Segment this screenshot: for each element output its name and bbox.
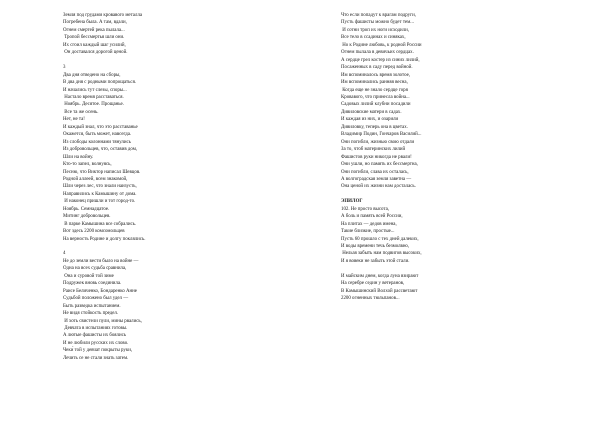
text-line: На верность Родине и долгу поклялись. xyxy=(63,236,146,242)
text-line: Ноябрь. Семнадцатое. xyxy=(63,206,110,212)
text-line: Из добровольцев, что, оставив дом, xyxy=(63,147,138,153)
text-line: 102. Не просто высота, xyxy=(341,206,389,212)
text-line: И не любили русских их слово. xyxy=(63,340,129,346)
text-line: Когда еще не знало сердце горя xyxy=(341,87,408,93)
text-line: На плитах — дедов имена, xyxy=(341,221,397,227)
text-line: Настало время расставаться. xyxy=(63,94,124,100)
text-line: И наконец пришли и тот город-то. xyxy=(63,199,136,205)
text-line: Родной аллеей, всем знакомой, xyxy=(63,176,128,182)
text-line: Фашистов руки никогда не рвали! xyxy=(341,154,412,160)
text-line: Подружек вновь соединила. xyxy=(63,281,122,287)
text-line: Они погибли, жизнью свою отдали xyxy=(341,139,415,145)
text-line: Быть разведка испытанием. xyxy=(63,303,121,309)
text-line: Огнем пылала в девичьих сердцах. xyxy=(341,50,414,56)
text-line: Судьбой положено был удел — xyxy=(63,296,129,302)
text-line: Лечить се не стали знать затем. xyxy=(63,355,129,361)
text-line xyxy=(341,191,556,198)
text-line: И хоть свистели пули, мины рвались, xyxy=(63,318,142,324)
epilogue-heading: ЭПИЛОГ xyxy=(341,199,363,205)
text-line: А волгоградская земля заветна — xyxy=(341,176,412,182)
text-line: Дивиловку, теперь она в цветах. xyxy=(341,124,408,130)
text-line: И воды времени течь безмолвно, xyxy=(341,244,410,250)
text-line: Песню, что Виктор написал Шевцов. xyxy=(63,169,141,175)
text-line: Чеки́ той у девчат покрыты руки, xyxy=(63,348,133,354)
text-line: Раисе Беличенко, Бондаренко Анне xyxy=(63,288,137,294)
text-line: И начались тут слезы, споры... xyxy=(63,87,127,93)
text-line: Им вспоминались ранняя весна, xyxy=(341,80,408,86)
text-line: Им вспоминалось время золотое, xyxy=(341,72,411,78)
text-line xyxy=(63,57,288,64)
text-line: И я вовеки не забыть этой стали. xyxy=(341,258,410,264)
text-line: Все та же осень. xyxy=(63,109,99,115)
text-line: Владимир Подин, Гончаров Василий... xyxy=(341,132,422,138)
text-line: Одна на всех судьба сравнила, xyxy=(63,266,127,272)
text-line: Такие близкие, простые... xyxy=(341,229,395,235)
text-line: Нельзя забыть нам подвигов высоких, xyxy=(341,251,422,257)
text-line: Огнем смертей река пылала... xyxy=(63,27,125,33)
text-line: Окажется, быть может, навсегда. xyxy=(63,132,132,138)
text-line: Они погибли, слава их осталась, xyxy=(341,169,409,175)
text-line: Вот здесь 2200 комсомольцев xyxy=(63,229,125,235)
text-line: Посаженных в саду перед войной. xyxy=(341,65,413,71)
text-line: Ноябрь. Десятое. Прощанье. xyxy=(63,102,124,108)
text-line: 3 xyxy=(63,65,66,71)
text-line: Пусть фашисты можно будет тем... xyxy=(341,20,414,26)
text-line: Шли через лес, что знали наизусть, xyxy=(63,184,137,190)
text-line: Погребена была. А там, вдали, xyxy=(63,20,127,26)
text-line: В Камышинский Волхой рассветают xyxy=(341,288,418,294)
text-line: А лютые фашисты их боялись xyxy=(63,333,126,339)
text-line: В два дня с родными попрощаться. xyxy=(63,80,137,86)
left-text-column xyxy=(63,12,288,362)
text-line: Не видя стойкость предел. xyxy=(63,311,119,317)
text-line: Тропой бессмертья шли они. xyxy=(63,35,125,41)
text-line: Они ушли, но память их бессмертна, xyxy=(341,162,418,168)
text-line: 2200 огненных тюльпанов... xyxy=(341,296,400,302)
text-line: Два дня отведено на сборы, xyxy=(63,72,121,78)
text-line: Она и суровой той зиме xyxy=(63,273,114,279)
text-line: И каждый знал, что это расставанье xyxy=(63,124,138,130)
text-line: И каждая из них, и озарили xyxy=(341,117,399,123)
text-line: Направились к Камышину от дома. xyxy=(63,191,137,197)
text-line: Но к Родине любовь, к родной России xyxy=(341,42,422,48)
text-line: Шли на войну. xyxy=(63,154,94,160)
text-line: Их сгоил каждый шаг усилий, xyxy=(63,42,126,48)
right-text-column xyxy=(341,12,556,303)
text-line: На серебре седин у ветеранов, xyxy=(341,281,405,287)
text-line: И майским днем, когда луна взирают xyxy=(341,273,419,279)
text-line: Садовых лилий клубни посадили xyxy=(341,102,411,108)
text-line: Не до земли вести было на войне — xyxy=(63,258,139,264)
text-line: Кровавого, что принесла война... xyxy=(341,94,410,100)
text-line: Кто-то запел, волнуясь, xyxy=(63,162,112,168)
text-line: Все тело в ссадинах и синяках, xyxy=(341,35,406,41)
text-line: Он доставался дорогой ценой. xyxy=(63,50,128,56)
text-line: Дивиловские матери в садах. xyxy=(341,109,402,115)
text-line xyxy=(341,265,556,272)
text-line: Земля под грудами кровавого металла xyxy=(63,13,143,18)
text-line: Пусть 60 прошло с тех дней далеких, xyxy=(341,236,419,242)
text-line: А сердце грел костер из синих лилий, xyxy=(341,57,420,63)
text-line: Она ценой их жизни нам досталась. xyxy=(341,184,416,190)
text-line xyxy=(63,243,288,250)
text-line: Из слободы колоннами тянулись xyxy=(63,139,131,145)
text-line: Митинг добровольцев. xyxy=(63,214,111,220)
text-line: Что если попадут к врагам подруги, xyxy=(341,13,416,18)
text-line: 4 xyxy=(63,251,66,257)
text-line: А боль и память всей России, xyxy=(341,214,403,220)
text-line: Девчата в испытаниях готовы. xyxy=(63,326,128,331)
text-line: В парке Камышина все собрались. xyxy=(63,221,137,227)
text-line: За то, чтоб материнских лилий xyxy=(341,147,406,153)
text-line: Нет, не та! xyxy=(63,117,85,123)
text-line: И сотни троп их ноги исходили, xyxy=(341,27,409,33)
